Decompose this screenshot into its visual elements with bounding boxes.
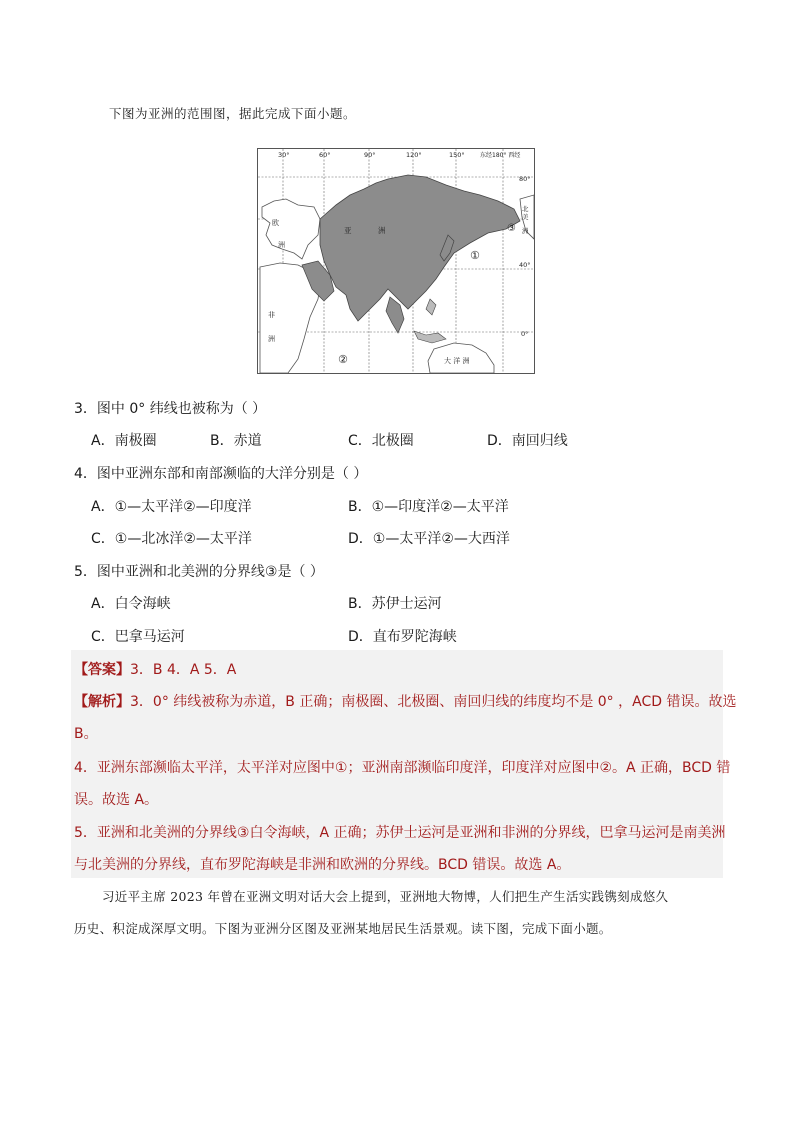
analysis-line-1 — [74, 691, 736, 711]
analysis-line-5: 5．亚洲和北美洲的分界线③白令海峡，A 正确；苏伊士运河是亚洲和非洲的分界线，巴拿马运河是南美洲 — [74, 825, 726, 841]
analysis-line-2: B。 — [74, 726, 98, 742]
africa-label-2: 洲 — [268, 335, 275, 343]
question-5-stem: 5．图中亚洲和北美洲的分界线③是（ ） — [74, 564, 324, 580]
answer-line — [74, 659, 236, 679]
oceania-label: 大 洋 洲 — [444, 357, 470, 365]
lon-label-120: 120° — [406, 151, 422, 159]
asia-shape — [320, 175, 520, 321]
islands-shape — [414, 299, 446, 343]
asia-label-2: 洲 — [378, 226, 386, 235]
q3-option-c: C．北极圈 — [348, 433, 414, 449]
paragraph-line-2: 历史、积淀成深厚文明。下图为亚洲分区图及亚洲某地居民生活景观。读下图，完成下面小题。 — [74, 921, 612, 936]
analysis-line-4: 误。故选 A。 — [74, 792, 159, 808]
analysis-text-1: 3．0° 纬线被称为赤道，B 正确；南极圈、北极圈、南回归线的纬度均不是 0° ，ACD 错误。故选 — [130, 694, 737, 710]
q5-option-c: C．巴拿马运河 — [91, 629, 185, 645]
q5-option-d: D．直布罗陀海峡 — [348, 629, 457, 645]
marker-2: ② — [338, 353, 348, 366]
lon-label-30: 30° — [278, 151, 290, 159]
lon-label-90: 90° — [364, 151, 376, 159]
paragraph-line-1: 习近平主席 2023 年曾在亚洲文明对话大会上提到，亚洲地大物博，人们把生产生活实践镌刻成悠久 — [102, 889, 669, 904]
q3-option-a: A．南极圈 — [91, 433, 157, 449]
analysis-tag: 【解析】 — [74, 694, 130, 710]
lon-label-60: 60° — [319, 151, 331, 159]
lon-label-150: 150° — [449, 151, 465, 159]
answer-tag: 【答案】 — [74, 662, 130, 678]
marker-3: ③ — [507, 223, 516, 234]
question-4-stem: 4．图中亚洲东部和南部濒临的大洋分别是（ ） — [74, 466, 368, 482]
answer-text: 3．B 4．A 5．A — [130, 662, 237, 678]
lat-label-0: 0° — [521, 330, 529, 338]
analysis-line-3: 4．亚洲东部濒临太平洋，太平洋对应图中①；亚洲南部濒临印度洋，印度洋对应图中②。A 正确，BCD 错 — [74, 760, 731, 776]
q3-option-d: D．南回归线 — [487, 433, 568, 449]
lat-label-40: 40° — [519, 261, 531, 269]
q4-option-b: B．①—印度洋②—太平洋 — [348, 499, 509, 515]
north-america-label-1: 北 — [522, 205, 529, 213]
north-america-label-2: 美 — [522, 213, 529, 221]
asia-label-1: 亚 — [344, 226, 352, 235]
lon-label-180: 东经180° 西经 — [480, 152, 521, 159]
q4-option-c: C．①—北冰洋②—太平洋 — [91, 531, 252, 547]
marker-1: ① — [470, 249, 480, 262]
asia-map-figure — [258, 149, 534, 373]
question-3-stem: 3．图中 0° 纬线也被称为（ ） — [74, 401, 267, 417]
intro-text: 下图为亚洲的范围图，据此完成下面小题。 — [109, 106, 357, 121]
europe-shape — [262, 199, 320, 259]
europe-label-2: 洲 — [278, 241, 285, 249]
q4-option-d: D．①—太平洋②—大西洋 — [348, 531, 510, 547]
q3-option-b: B．赤道 — [210, 433, 262, 449]
q4-option-a: A．①—太平洋②—印度洋 — [91, 499, 252, 515]
analysis-line-6: 与北美洲的分界线，直布罗陀海峡是非洲和欧洲的分界线。BCD 错误。故选 A。 — [74, 857, 571, 873]
africa-label-1: 非 — [268, 311, 275, 319]
europe-label-1: 欧 — [272, 219, 279, 227]
asia-map — [257, 148, 535, 374]
lat-label-80: 80° — [519, 175, 531, 183]
q5-option-b: B．苏伊士运河 — [348, 596, 442, 612]
north-america-label-3: 洲 — [522, 227, 529, 235]
q5-option-a: A．白令海峡 — [91, 596, 171, 612]
